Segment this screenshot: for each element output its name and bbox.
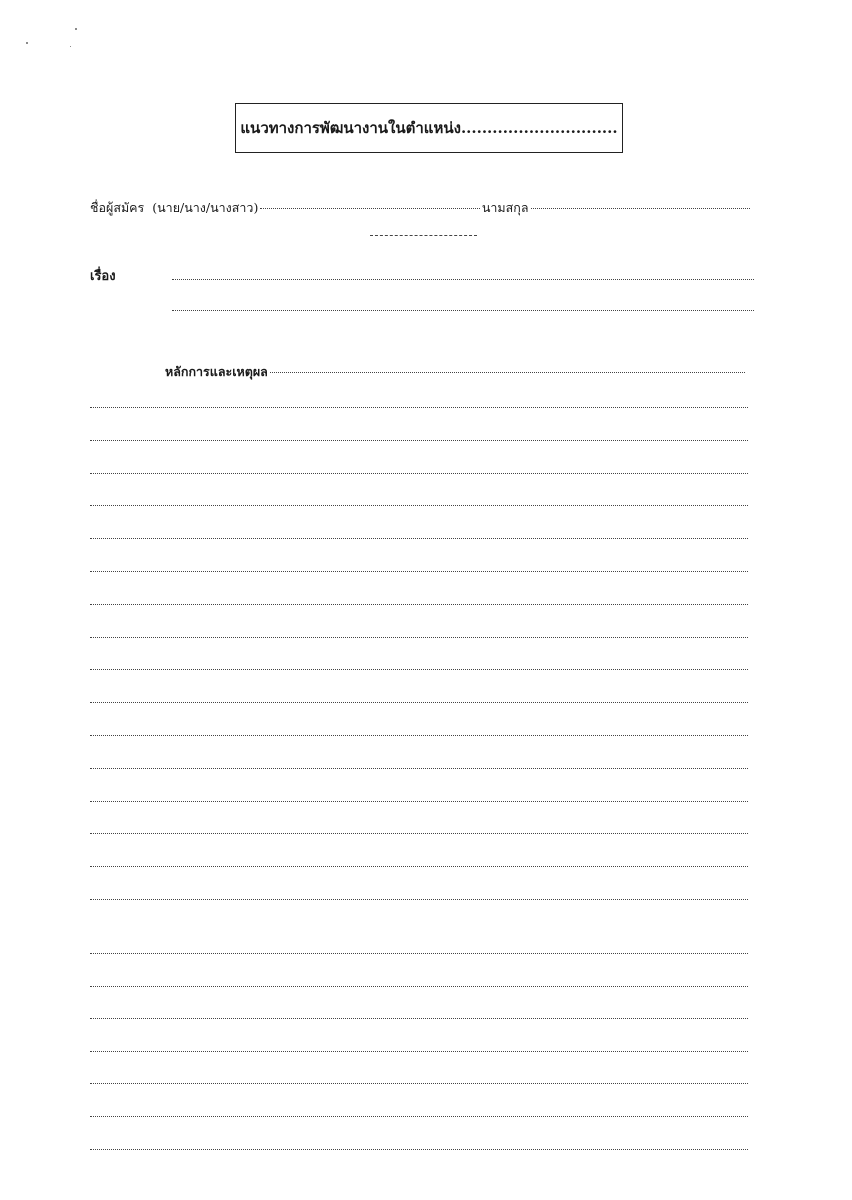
reason-field-line[interactable]: [90, 669, 748, 670]
reason-field-line[interactable]: [90, 538, 748, 539]
reason-field-line[interactable]: [90, 637, 748, 638]
reason-field-line[interactable]: [90, 1149, 748, 1150]
reason-field-line[interactable]: [90, 1116, 748, 1117]
reason-field-line[interactable]: [90, 953, 748, 954]
subject-label: เรื่อง: [90, 269, 116, 284]
page-title-text: แนวทางการพัฒนางานในตำแหน่ง: [240, 119, 461, 137]
reason-field-line[interactable]: [90, 735, 748, 736]
title-blank: ..............................: [460, 119, 618, 137]
applicant-name-row: [90, 198, 752, 218]
reason-field-line[interactable]: [90, 899, 748, 900]
applicant-label: ชื่อผู้สมัคร: [90, 200, 145, 215]
reason-field-line[interactable]: [90, 986, 748, 987]
reason-field-line[interactable]: [90, 1018, 748, 1019]
reason-label: หลักการและเหตุผล: [165, 364, 268, 379]
reason-field-line[interactable]: [90, 505, 748, 506]
reason-field-line[interactable]: [90, 1051, 748, 1052]
reason-field-line[interactable]: [90, 604, 748, 605]
page-title: [240, 116, 617, 140]
reason-field-line[interactable]: [90, 571, 748, 572]
reason-field-line[interactable]: [90, 702, 748, 703]
reason-field-line[interactable]: [90, 866, 748, 867]
reason-field-line[interactable]: [90, 801, 748, 802]
reason-field-line[interactable]: [90, 473, 748, 474]
applicant-title-options: (นาย/นาง/นางสาว): [152, 200, 259, 215]
subject-field-line-1[interactable]: [172, 279, 754, 280]
reason-field-line[interactable]: [90, 768, 748, 769]
scan-speck: [70, 46, 71, 47]
reason-field-line[interactable]: [90, 440, 748, 441]
scan-speck: [26, 42, 28, 44]
surname-label: นามสกุล: [481, 200, 529, 215]
reason-field-line[interactable]: [90, 1083, 748, 1084]
surname-field[interactable]: [531, 208, 751, 209]
title-box: [235, 103, 623, 153]
applicant-name-field[interactable]: [260, 208, 480, 209]
subject-field-line-2[interactable]: [172, 310, 754, 311]
separator-line: [370, 235, 477, 236]
reason-field-line[interactable]: [90, 407, 748, 408]
reason-field-first-line[interactable]: [270, 372, 745, 373]
scan-speck: [75, 28, 77, 30]
reason-row: [165, 362, 747, 382]
reason-field-line[interactable]: [90, 833, 748, 834]
